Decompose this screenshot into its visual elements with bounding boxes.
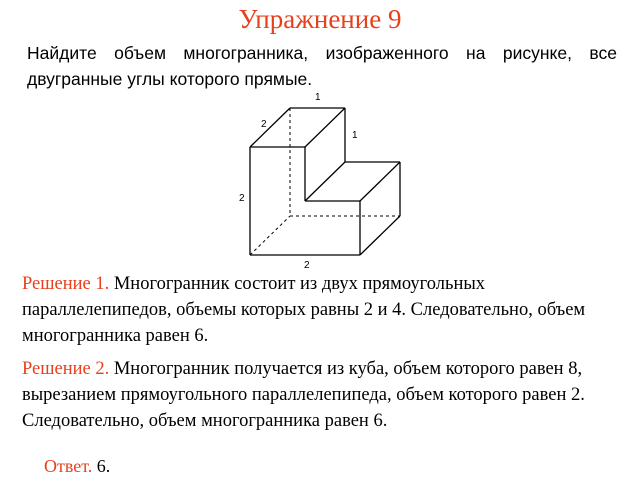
edge xyxy=(360,216,400,255)
edge xyxy=(305,108,345,147)
edge xyxy=(360,162,400,201)
answer-value: 6. xyxy=(92,456,111,476)
solution-2 xyxy=(22,356,622,434)
label-top: 1 xyxy=(315,92,321,103)
solution-1 xyxy=(22,271,622,349)
solution-2-text: Многогранник получается из куба, объем которого равен 8, вырезанием прямоугольного параллелепипеда, объем которого равен 2. Следовательно, объем многогранника равен 6. xyxy=(22,359,585,431)
edge xyxy=(250,108,290,147)
solution-2-label: Решение 2. xyxy=(22,359,110,379)
edge xyxy=(305,162,345,201)
solution-1-label: Решение 1. xyxy=(22,274,110,294)
polyhedron-figure xyxy=(230,88,410,273)
solution-1-text: Многогранник состоит из двух прямоугольных параллелепипедов, объемы которых равны 2 и 4. Следовательно, объем многогранника равен 6. xyxy=(22,274,586,346)
task-text: Найдите объем многогранника, изображенного на рисунке, все двугранные углы которого прямые. xyxy=(27,43,617,89)
label-bottom: 2 xyxy=(304,260,310,271)
label-step: 1 xyxy=(352,130,358,141)
hidden-edge xyxy=(250,216,290,255)
label-left-height: 2 xyxy=(239,193,245,204)
answer-label: Ответ. xyxy=(44,456,93,476)
page-title: Упражнение 9 xyxy=(238,4,402,34)
label-top-depth: 2 xyxy=(261,119,267,130)
answer xyxy=(44,456,110,477)
